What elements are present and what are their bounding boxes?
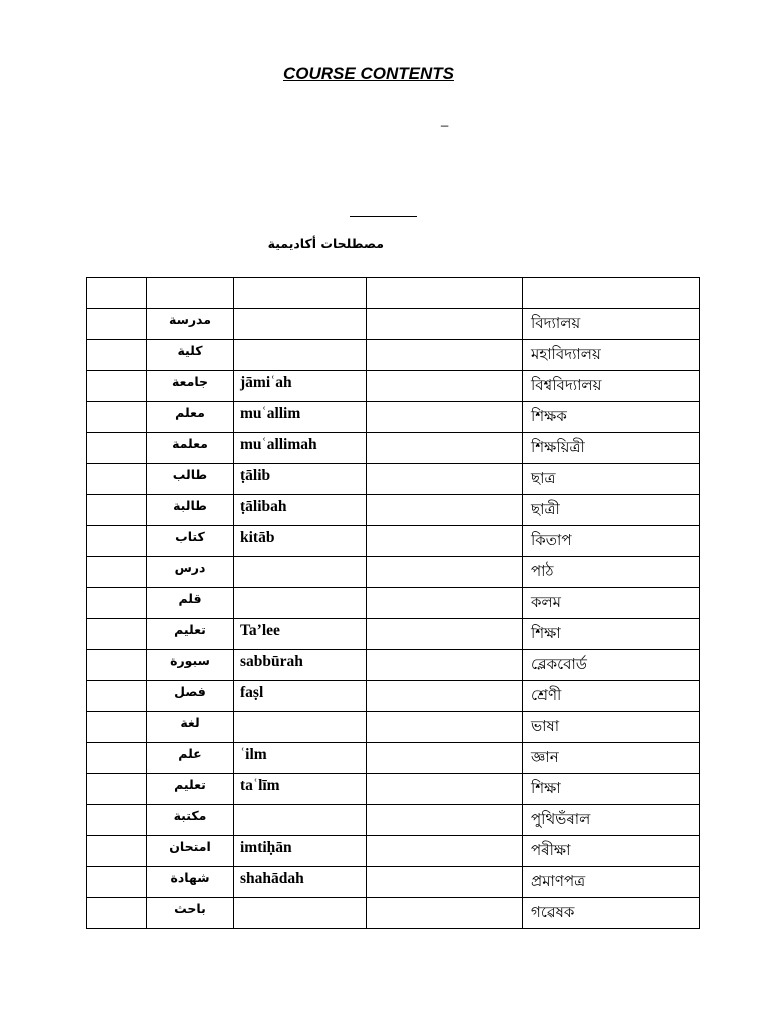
row-number-cell (87, 433, 147, 464)
row-number-cell (87, 371, 147, 402)
table-row (87, 650, 700, 681)
transliteration-cell: ṭālib (234, 464, 367, 495)
transliteration-cell: muʿallim (234, 402, 367, 433)
bengali-term-cell: বিশ্ববিদ্যালয় (523, 371, 700, 402)
table-row (87, 681, 700, 712)
section-subtitle-arabic: مصطلحات أكاديمية (267, 236, 384, 251)
header-cell (234, 278, 367, 309)
row-number-cell (87, 495, 147, 526)
arabic-term-cell: علم (147, 743, 234, 774)
bengali-term-cell: বিদ্যালয় (523, 309, 700, 340)
table-row (87, 836, 700, 867)
page-title: COURSE CONTENTS (283, 64, 454, 83)
arabic-term-cell: فصل (147, 681, 234, 712)
arabic-term-cell: باحث (147, 898, 234, 929)
row-number-cell (87, 743, 147, 774)
blank-cell (367, 619, 523, 650)
bengali-term-cell: শ্রেণী (523, 681, 700, 712)
row-number-cell (87, 402, 147, 433)
transliteration-cell: faṣl (234, 681, 367, 712)
table-row (87, 805, 700, 836)
transliteration-cell: muʿallimah (234, 433, 367, 464)
arabic-term-cell: تعليم (147, 774, 234, 805)
bengali-term-cell: শিক্ষা (523, 774, 700, 805)
transliteration-cell: imtiḥān (234, 836, 367, 867)
blank-cell (367, 309, 523, 340)
table-row (87, 743, 700, 774)
arabic-term-cell: شهادة (147, 867, 234, 898)
arabic-term-cell: معلمة (147, 433, 234, 464)
header-cell (147, 278, 234, 309)
blank-cell (367, 836, 523, 867)
blank-cell (367, 433, 523, 464)
transliteration-cell: kitāb (234, 526, 367, 557)
arabic-term-cell: كلية (147, 340, 234, 371)
transliteration-cell (234, 309, 367, 340)
blank-cell (367, 495, 523, 526)
table-row (87, 557, 700, 588)
bengali-term-cell: ছাত্রী (523, 495, 700, 526)
table-row (87, 495, 700, 526)
bengali-term-cell: ব্লেকবোর্ড (523, 650, 700, 681)
row-number-cell (87, 340, 147, 371)
table-row (87, 867, 700, 898)
row-number-cell (87, 836, 147, 867)
transliteration-cell (234, 557, 367, 588)
blank-cell (367, 805, 523, 836)
blank-cell (367, 464, 523, 495)
arabic-term-cell: طالب (147, 464, 234, 495)
table-row (87, 309, 700, 340)
blank-cell (367, 650, 523, 681)
row-number-cell (87, 464, 147, 495)
bengali-term-cell: প্রমাণপত্র (523, 867, 700, 898)
transliteration-cell (234, 805, 367, 836)
table-row (87, 774, 700, 805)
blank-cell (367, 402, 523, 433)
table-row (87, 433, 700, 464)
bengali-term-cell: গৱেষক (523, 898, 700, 929)
table-row (87, 619, 700, 650)
blank-cell (367, 340, 523, 371)
bengali-term-cell: পৰীক্ষা (523, 836, 700, 867)
row-number-cell (87, 309, 147, 340)
blank-cell (367, 867, 523, 898)
transliteration-cell: sabbūrah (234, 650, 367, 681)
header-cell (367, 278, 523, 309)
transliteration-cell: taʿlīm (234, 774, 367, 805)
row-number-cell (87, 774, 147, 805)
transliteration-cell: ʿilm (234, 743, 367, 774)
row-number-cell (87, 867, 147, 898)
arabic-term-cell: امتحان (147, 836, 234, 867)
arabic-term-cell: مدرسة (147, 309, 234, 340)
table-header-row (87, 278, 700, 309)
transliteration-cell: Ta’lee (234, 619, 367, 650)
bengali-term-cell: ছাত্র (523, 464, 700, 495)
table-row (87, 464, 700, 495)
arabic-term-cell: جامعة (147, 371, 234, 402)
arabic-term-cell: طالبة (147, 495, 234, 526)
row-number-cell (87, 898, 147, 929)
table-row (87, 588, 700, 619)
table-row (87, 712, 700, 743)
table-row (87, 526, 700, 557)
bengali-term-cell: কলম (523, 588, 700, 619)
arabic-term-cell: درس (147, 557, 234, 588)
table-row (87, 340, 700, 371)
transliteration-cell: shahādah (234, 867, 367, 898)
arabic-term-cell: كتاب (147, 526, 234, 557)
arabic-term-cell: لغة (147, 712, 234, 743)
transliteration-cell: ṭālibah (234, 495, 367, 526)
blank-cell (367, 526, 523, 557)
blank-cell (367, 588, 523, 619)
arabic-term-cell: معلم (147, 402, 234, 433)
bengali-term-cell: মহাবিদ্যালয় (523, 340, 700, 371)
transliteration-cell (234, 898, 367, 929)
blank-cell (367, 774, 523, 805)
horizontal-rule (350, 216, 417, 217)
bengali-term-cell: কিতাপ (523, 526, 700, 557)
row-number-cell (87, 681, 147, 712)
arabic-term-cell: سبورة (147, 650, 234, 681)
bengali-term-cell: পাঠ (523, 557, 700, 588)
blank-cell (367, 557, 523, 588)
row-number-cell (87, 619, 147, 650)
transliteration-cell (234, 340, 367, 371)
table-row (87, 371, 700, 402)
table-row (87, 402, 700, 433)
header-cell (87, 278, 147, 309)
blank-cell (367, 681, 523, 712)
bengali-term-cell: শিক্ষয়িত্রী (523, 433, 700, 464)
transliteration-cell: jāmiʿah (234, 371, 367, 402)
row-number-cell (87, 805, 147, 836)
dash-mark: _ (441, 112, 449, 127)
row-number-cell (87, 588, 147, 619)
bengali-term-cell: জ্ঞান (523, 743, 700, 774)
bengali-term-cell: ভাষা (523, 712, 700, 743)
bengali-term-cell: পুথিভঁৰাল (523, 805, 700, 836)
transliteration-cell (234, 588, 367, 619)
row-number-cell (87, 712, 147, 743)
bengali-term-cell: শিক্ষক (523, 402, 700, 433)
arabic-term-cell: قلم (147, 588, 234, 619)
header-cell (523, 278, 700, 309)
blank-cell (367, 712, 523, 743)
row-number-cell (87, 526, 147, 557)
table-row (87, 898, 700, 929)
bengali-term-cell: শিক্ষা (523, 619, 700, 650)
blank-cell (367, 898, 523, 929)
row-number-cell (87, 650, 147, 681)
row-number-cell (87, 557, 147, 588)
arabic-term-cell: تعليم (147, 619, 234, 650)
transliteration-cell (234, 712, 367, 743)
vocabulary-table (86, 277, 700, 929)
arabic-term-cell: مكتبة (147, 805, 234, 836)
blank-cell (367, 371, 523, 402)
blank-cell (367, 743, 523, 774)
